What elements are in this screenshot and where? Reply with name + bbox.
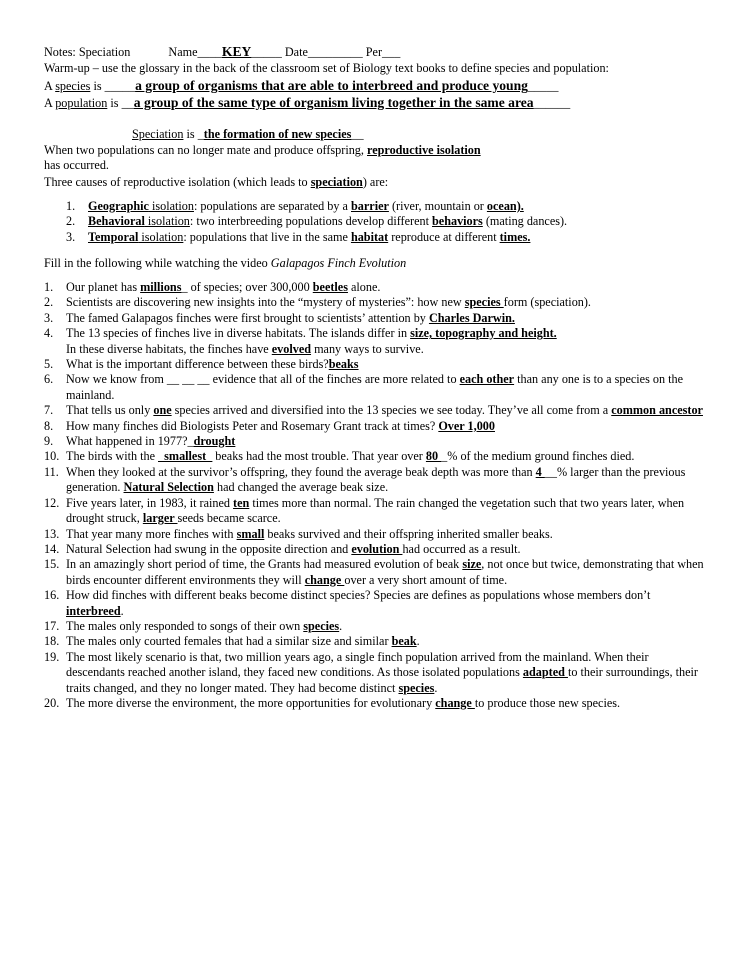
causes-intro-text-b: ) are: [362,175,389,189]
question-text: . [120,603,124,618]
question-text: _% of the medium ground finches died. [441,449,635,464]
question-answer: species [303,618,340,633]
video-title: Galapagos Finch Evolution [270,256,407,270]
speciation-answer: the formation of new species [203,127,352,141]
question-text: What is the important difference between these birds? [66,357,329,372]
cause-term: Temporal [88,229,139,244]
question-text: In these diverse habitats, the finches have [66,341,272,356]
question-item [44,496,704,527]
speciation-word: Speciation [132,127,184,141]
question-answer: 80 [425,449,442,464]
question-text: How many finches did Biologists Peter and Rosemary Grant track at times? [66,418,439,433]
question-text: species arrived and diversified into the 13 species we see today. They’ve all come from a [171,403,612,418]
question-text: had occurred as a result. [402,541,521,556]
name-label: Name [168,45,198,59]
species-trail-blank: _____ [527,79,559,93]
reproductive-isolation-answer: reproductive isolation [367,143,481,157]
question-item [44,650,704,696]
question-number: 19. [44,649,60,664]
per-blank: ___ [382,45,401,59]
speciation-lead-blank: _ [197,127,204,141]
cause-text-b: (mating dances). [482,214,568,229]
question-answer: interbreed [66,603,121,618]
question-number: 5. [44,357,54,372]
question-item [44,357,704,372]
cause-text-b: (river, mountain or [388,199,487,213]
question-item [44,449,704,464]
population-is: is [107,96,122,110]
population-lead-blank: __ [121,96,134,110]
question-item [44,419,704,434]
cause-answer-1: behaviors [432,214,483,229]
question-number: 17. [44,618,60,633]
question-answer: beak [391,634,417,649]
cause-term-rest: isolation [148,199,194,213]
question-text: Natural Selection had swung in the opposite direction and [66,541,352,556]
population-word: population [55,96,108,110]
population-definition [44,95,570,111]
question-text: How did finches with different beaks become distinct species? Species are defines as populations whose members don’t [66,588,651,603]
cause-text-a: : populations are separated by a [193,199,351,213]
question-number: 18. [44,634,60,649]
notes-title: Notes: Speciation [44,45,131,59]
question-text: What happened in 1977?_ [66,434,194,449]
cause-answer-1: barrier [351,199,389,213]
question-item [44,372,704,403]
question-answer: evolution [351,541,403,556]
question-text: That year many more finches with [66,526,237,541]
question-number: 20. [44,695,60,710]
question-text: many ways to survive. [311,341,424,356]
question-text: . [339,618,343,633]
question-number: 13. [44,526,60,541]
question-answer: species [464,295,504,310]
question-answer: beetles [312,280,348,294]
question-answer: change [304,572,345,587]
question-answer: one [153,403,172,418]
question-item [44,557,704,588]
per-label: Per [365,45,383,59]
question-text: Now we know from __ __ __ evidence that all of the finches are more related to [66,372,460,387]
question-answer: each other [459,372,515,387]
cause-text-b: reproduce at different [388,229,500,244]
date-label: Date [284,45,308,59]
question-answer: change [435,695,475,710]
name-post-blank: _____ [251,45,282,59]
name-pre-blank: ____ [197,45,222,59]
question-text: than any one is to a species on the mainland. [66,372,683,402]
question-text: _ of species; over 300,000 [181,280,313,294]
question-text: Our planet has [66,280,141,294]
question-text: The males only courted females that had a similar size and similar [66,634,392,649]
species-lead-blank: _____ [104,79,136,93]
question-number: 4. [44,326,54,341]
cause-term: Behavioral [88,214,145,229]
question-number: 12. [44,495,60,510]
question-answer: 4 [535,464,545,479]
cause-term-rest: isolation [138,229,184,244]
question-number: 11. [44,464,59,479]
cause-text-a: : populations that live in the same [183,229,351,244]
video-intro [44,256,406,271]
reproductive-isolation-text-b: has occurred. [44,158,109,173]
warmup-instruction: Warm-up – use the glossary in the back of the classroom set of Biology text books to define species and population: [44,61,609,75]
question-text: The more diverse the environment, the more opportunities for evolutionary [66,695,436,710]
cause-term: Geographic [88,199,149,213]
cause-item [66,199,706,214]
speciation-definition [132,127,364,142]
question-text: The males only responded to songs of their own [66,618,304,633]
cause-answer-1: habitat [350,229,389,244]
question-text: times more than normal. The rain changed the vegetation such that two years later, when drought struck, [66,495,685,526]
question-number: 3. [44,310,54,325]
question-text: The most likely scenario is that, two million years ago, a single finch population arrived from the mainland. When their descendants reached another island, they faced new conditions. As those isolated populations [66,649,649,680]
reproductive-isolation-sentence [44,143,604,174]
question-answer: small [236,526,265,541]
question-text: beaks survived and their offspring inherited smaller beaks. [264,526,553,541]
population-answer: a group of the same type of organism living together in the same area [133,95,534,110]
question-text: . [434,680,438,695]
causes-intro-answer: speciation [310,175,363,189]
question-text: The famed Galapagos finches were first brought to scientists’ attention by [66,310,429,325]
question-item [44,280,704,295]
question-number: 1. [44,280,54,294]
causes-intro-text-a: Three causes of reproductive isolation (which leads to [44,175,311,189]
cause-item [66,230,706,245]
question-answer: ten [233,495,250,510]
cause-term-rest: isolation [144,214,190,229]
question-answer: common ancestor [611,403,703,418]
question-text: , not once but twice, demonstrating that when birds encounter different environments they will [66,557,704,587]
cause-number: 3. [66,229,76,244]
question-item [44,434,704,449]
question-answer: size [462,557,482,572]
question-text: over a very short amount of time. [344,572,508,587]
question-item [44,542,704,557]
question-item [44,295,704,310]
question-item [44,403,704,418]
question-text: Scientists are discovering new insights into the “mystery of mysteries”: how new [66,295,465,310]
question-text: had changed the average beak size. [213,480,389,495]
cause-answer-2: times. [499,229,531,244]
population-pre: A [44,96,56,110]
causes-list [66,199,706,245]
population-trail-blank: ______ [533,96,571,110]
species-word: species [55,79,91,93]
question-item [44,326,704,357]
question-answer: adapted [522,665,568,680]
cause-answer-2: ocean). [486,199,524,213]
question-answer: larger [142,511,178,526]
video-intro-text: Fill in the following while watching the video [44,256,271,270]
question-answer: drought [193,434,236,449]
question-answer: millions [140,280,182,294]
question-number: 16. [44,588,60,603]
question-text: alone. [347,280,381,294]
question-item [44,465,704,496]
question-number: 15. [44,557,60,572]
question-text: Five years later, in 1983, it rained [66,495,234,510]
question-answer: Over 1,000 [438,418,495,433]
question-text: __% larger than the previous generation. [66,464,686,495]
cause-number: 2. [66,214,76,229]
questions-list [44,280,704,711]
question-answer: Charles Darwin. [428,310,515,325]
question-item [44,634,704,649]
question-item [44,527,704,542]
speciation-is: is [183,127,198,141]
question-text: That tells us only [66,403,154,418]
question-number: 2. [44,295,54,310]
question-text: When they looked at the survivor’s offspring, they found the average beak depth was more than [66,464,536,479]
question-number: 10. [44,449,60,464]
question-text: . [416,634,420,649]
question-number: 8. [44,418,54,433]
cause-number: 1. [66,199,76,213]
cause-item [66,214,706,229]
question-answer: beaks [328,357,359,372]
question-text: to their surroundings, their traits changed, and they no longer mated. They had become distinct [66,665,698,695]
cause-text-a: : two interbreeding populations develop different [189,214,433,229]
species-answer: a group of organisms that are able to interbreed and produce young [135,78,528,93]
species-definition [44,78,558,94]
question-answer: size, topography and height. [410,326,557,341]
reproductive-isolation-text-a: When two populations can no longer mate and produce offspring, [44,143,367,157]
question-text: The birds with the [66,449,159,464]
question-text: form (speciation). [503,295,591,310]
question-answer: Natural Selection [123,480,214,495]
question-text: In an amazingly short period of time, the Grants had measured evolution of beak [66,557,463,572]
name-value: KEY [221,44,252,59]
question-number: 7. [44,403,54,418]
question-number: 9. [44,434,54,449]
question-text: beaks had the most trouble. That year over [212,449,426,464]
question-answer: species [398,680,435,695]
question-item [44,619,704,634]
question-text: seeds became scarce. [177,511,281,526]
causes-intro [44,175,388,190]
question-item [44,588,704,619]
worksheet-header [44,44,400,60]
question-number: 14. [44,541,60,556]
species-pre: A [44,79,56,93]
species-is: is [90,79,105,93]
question-item [44,311,704,326]
question-answer: _smallest_ [158,449,213,464]
question-text: The 13 species of finches live in diverse habitats. The islands differ in [66,326,411,341]
date-blank: _________ [307,45,363,59]
question-number: 6. [44,372,54,387]
question-answer: evolved [271,341,312,356]
question-text: to produce those new species. [474,695,621,710]
speciation-trail-blank: __ [351,127,364,141]
question-item [44,696,704,711]
